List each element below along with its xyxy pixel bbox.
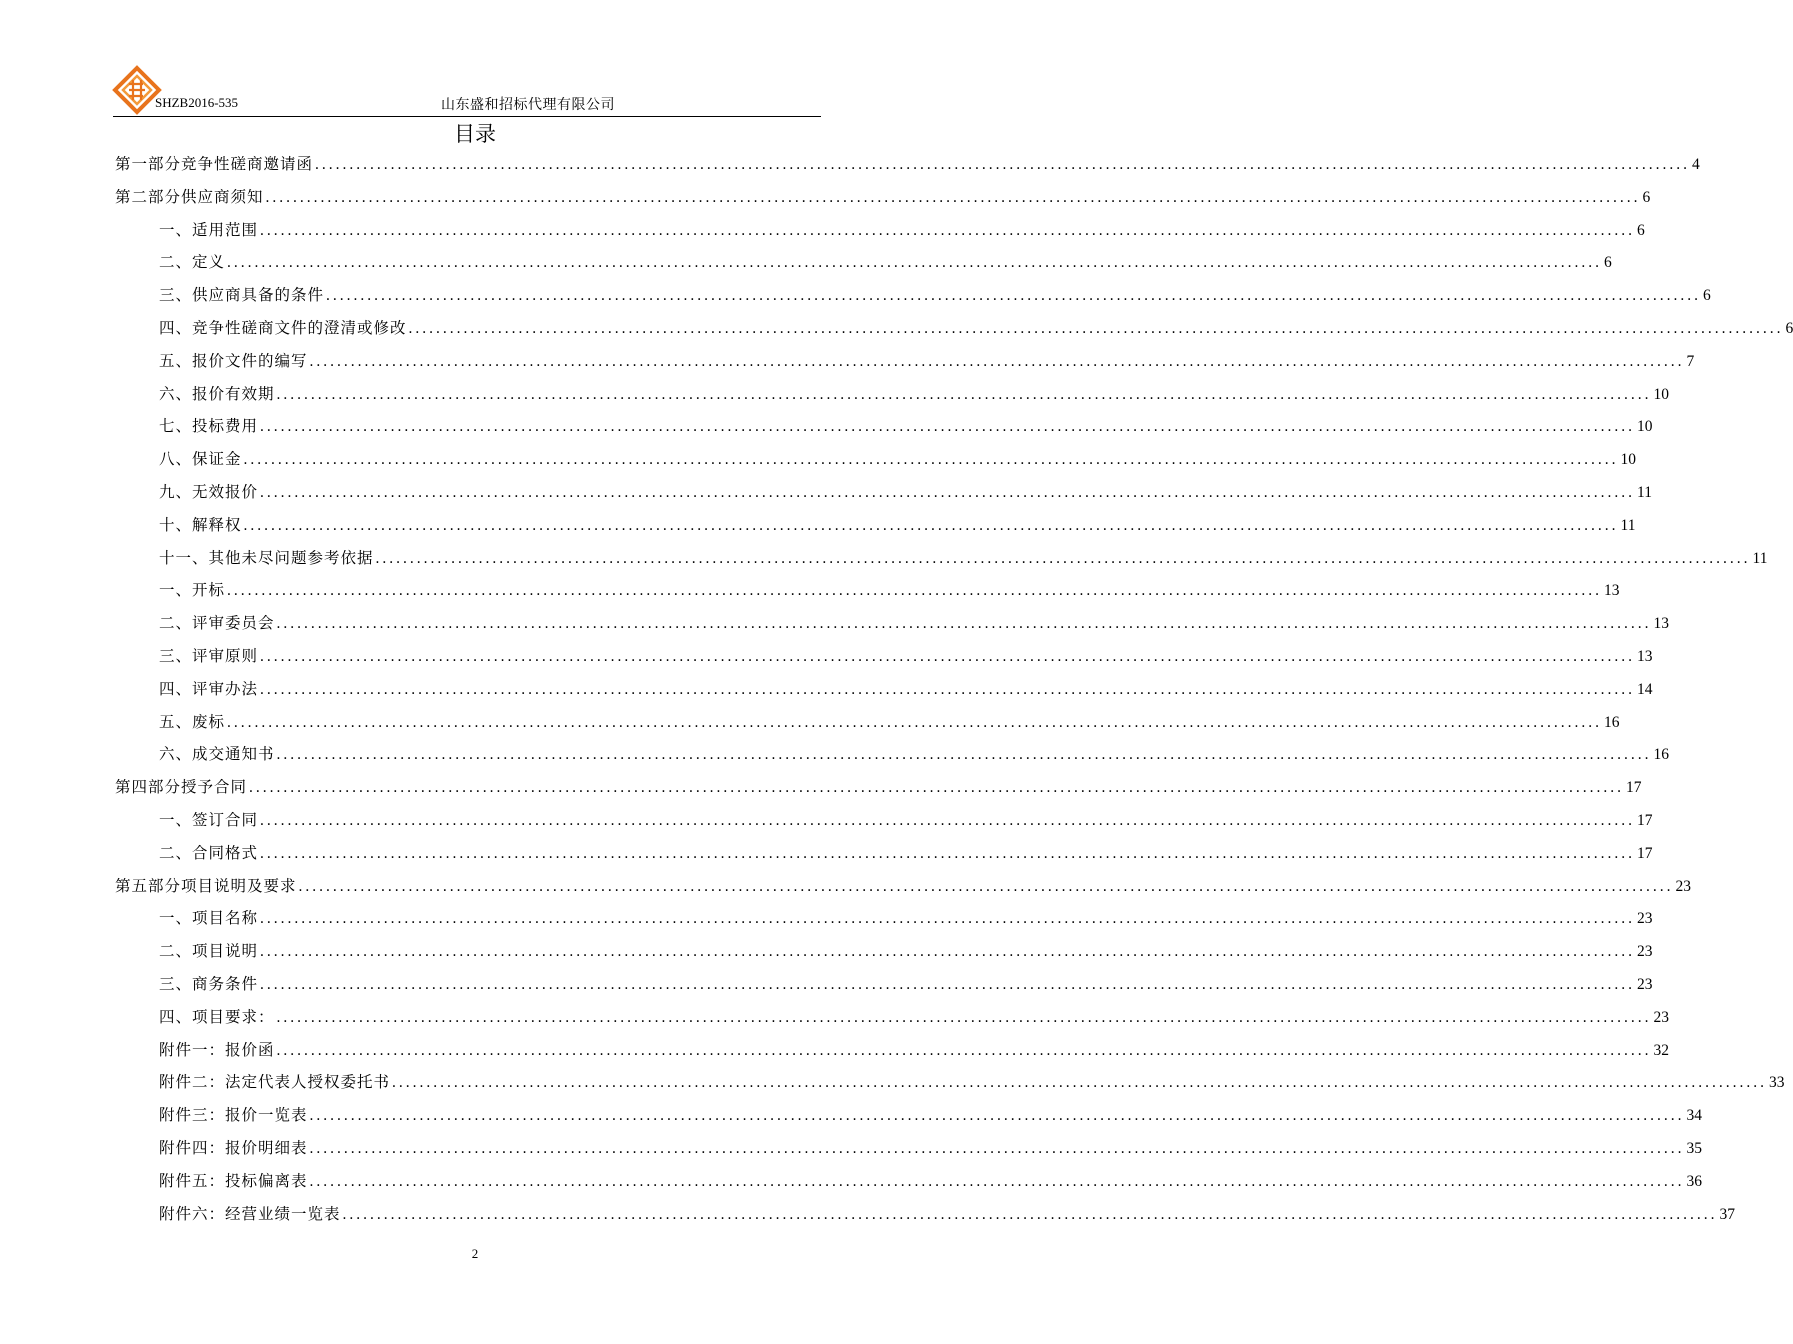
toc-entry-title: 第四部分授予合同 <box>115 778 248 797</box>
toc-title: 目录 <box>454 122 496 146</box>
toc-entry[interactable] <box>115 513 1636 546</box>
toc-leader-dots: ........................................................................................................................................................................................................ <box>260 844 1636 862</box>
toc-entry[interactable] <box>115 939 1653 972</box>
toc-leader-dots: ........................................................................................................................................................................................................ <box>309 1172 1685 1190</box>
toc-entry-page: 33 <box>1769 1074 1785 1092</box>
toc-entry-title: 附件三：报价一览表 <box>159 1106 308 1125</box>
toc-entry-page: 36 <box>1686 1172 1703 1190</box>
toc-entry[interactable] <box>115 382 1670 415</box>
toc-entry[interactable] <box>115 1005 1670 1038</box>
toc-entry[interactable] <box>115 349 1695 382</box>
toc-entry[interactable] <box>115 480 1652 513</box>
toc-entry[interactable] <box>115 611 1670 644</box>
toc-entry-title: 附件一：报价函 <box>159 1040 275 1059</box>
toc-entry-page: 16 <box>1604 713 1620 731</box>
toc-leader-dots: ........................................................................................................................................................................................................ <box>309 352 1685 370</box>
toc-entry-page: 37 <box>1719 1205 1736 1223</box>
toc-entry-page: 35 <box>1686 1139 1703 1157</box>
toc-entry-title: 十、解释权 <box>159 515 242 534</box>
page-number: 2 <box>471 1246 479 1261</box>
toc-entry-title: 二、项目说明 <box>159 942 259 961</box>
toc-entry[interactable] <box>115 775 1642 808</box>
toc-entry-page: 10 <box>1620 451 1637 469</box>
toc-leader-dots: ........................................................................................................................................................................................................ <box>276 746 1652 764</box>
toc-entry[interactable] <box>115 710 1620 743</box>
toc-entry-title: 第二部分供应商须知 <box>115 187 264 206</box>
toc-entry-page: 4 <box>1692 156 1700 173</box>
toc-entry-page: 11 <box>1752 549 1768 567</box>
toc-entry-page: 34 <box>1686 1107 1703 1125</box>
toc-entry-title: 十一、其他未尽问题参考依据 <box>159 548 374 567</box>
toc-entry[interactable] <box>115 742 1670 775</box>
toc-entry-page: 23 <box>1637 975 1653 993</box>
toc-entry-page: 13 <box>1604 582 1620 600</box>
header-divider <box>113 116 821 117</box>
toc-entry-page: 17 <box>1637 844 1653 862</box>
toc-entry[interactable] <box>115 250 1612 283</box>
toc-entry[interactable] <box>115 447 1637 480</box>
toc-leader-dots: ........................................................................................................................................................................................................ <box>342 1205 1718 1223</box>
toc-leader-dots: ........................................................................................................................................................................................................ <box>375 549 1751 567</box>
toc-leader-dots: ........................................................................................................................................................................................................ <box>227 254 1603 272</box>
toc-leader-dots: ........................................................................................................................................................................................................ <box>392 1074 1768 1092</box>
toc-leader-dots: ........................................................................................................................................................................................................ <box>326 287 1702 305</box>
toc-leader-dots: ........................................................................................................................................................................................................ <box>249 779 1625 797</box>
toc-leader-dots: ........................................................................................................................................................................................................ <box>227 713 1603 731</box>
toc-entry[interactable] <box>115 1103 1703 1136</box>
toc-leader-dots: ........................................................................................................................................................................................................ <box>260 811 1636 829</box>
toc-entry[interactable] <box>115 644 1653 677</box>
toc-entry-title: 四、项目要求： <box>159 1007 275 1026</box>
table-of-contents <box>115 152 1793 1234</box>
toc-entry[interactable] <box>115 808 1653 841</box>
toc-leader-dots: ........................................................................................................................................................................................................ <box>260 910 1636 928</box>
toc-entry-title: 二、评审委员会 <box>159 614 275 633</box>
toc-entry-title: 二、合同格式 <box>159 843 259 862</box>
toc-entry-page: 23 <box>1653 1008 1670 1026</box>
toc-entry[interactable] <box>115 677 1653 710</box>
toc-leader-dots: ........................................................................................................................................................................................................ <box>309 1107 1685 1125</box>
toc-leader-dots: ........................................................................................................................................................................................................ <box>276 1008 1652 1026</box>
toc-entry[interactable] <box>115 1169 1703 1202</box>
toc-entry[interactable] <box>115 283 1711 316</box>
toc-entry-page: 13 <box>1637 647 1653 665</box>
toc-entry-title: 六、报价有效期 <box>159 384 275 403</box>
toc-entry[interactable] <box>115 1070 1785 1103</box>
toc-leader-dots: ........................................................................................................................................................................................................ <box>276 615 1652 633</box>
toc-entry-title: 第一部分竞争性磋商邀请函 <box>115 155 314 173</box>
toc-entry-title: 附件二：法定代表人授权委托书 <box>159 1073 391 1092</box>
toc-leader-dots: ........................................................................................................................................................................................................ <box>276 385 1652 403</box>
toc-entry-page: 6 <box>1703 287 1711 305</box>
toc-entry-page: 6 <box>1642 188 1651 206</box>
toc-entry-page: 23 <box>1637 943 1653 961</box>
toc-entry-title: 三、供应商具备的条件 <box>159 286 325 305</box>
toc-entry-title: 七、投标费用 <box>159 417 259 436</box>
toc-entry[interactable] <box>115 972 1653 1005</box>
toc-entry-page: 17 <box>1637 811 1653 829</box>
toc-entry-title: 四、竞争性磋商文件的澄清或修改 <box>159 318 407 337</box>
toc-entry[interactable] <box>115 1136 1703 1169</box>
toc-entry-page: 7 <box>1686 352 1695 370</box>
toc-entry-title: 九、无效报价 <box>159 482 259 501</box>
toc-entry-title: 三、评审原则 <box>159 646 259 665</box>
toc-entry-title: 四、评审办法 <box>159 679 259 698</box>
toc-entry-title: 附件四：报价明细表 <box>159 1138 308 1157</box>
toc-leader-dots: ........................................................................................................................................................................................................ <box>227 582 1603 600</box>
toc-entry[interactable] <box>115 874 1692 907</box>
toc-entry-page: 14 <box>1637 680 1653 698</box>
toc-leader-dots: ........................................................................................................................................................................................................ <box>260 647 1636 665</box>
toc-leader-dots: ........................................................................................................................................................................................................ <box>260 943 1636 961</box>
toc-entry-title: 八、保证金 <box>159 450 242 469</box>
toc-leader-dots: ........................................................................................................................................................................................................ <box>265 188 1641 206</box>
toc-entry[interactable] <box>115 1038 1670 1071</box>
toc-leader-dots: ........................................................................................................................................................................................................ <box>260 221 1636 239</box>
toc-entry[interactable] <box>115 841 1653 874</box>
toc-leader-dots: ........................................................................................................................................................................................................ <box>260 418 1636 436</box>
toc-leader-dots: ........................................................................................................................................................................................................ <box>243 451 1619 469</box>
toc-entry[interactable] <box>115 218 1645 251</box>
toc-leader-dots: ........................................................................................................................................................................................................ <box>315 156 1691 173</box>
toc-entry-title: 三、商务条件 <box>159 974 259 993</box>
toc-entry[interactable] <box>115 1202 1736 1235</box>
toc-entry[interactable] <box>115 316 1793 349</box>
toc-entry-title: 五、废标 <box>159 712 226 731</box>
toc-entry-page: 23 <box>1675 877 1692 895</box>
toc-entry-title: 一、开标 <box>159 581 226 600</box>
toc-leader-dots: ........................................................................................................................................................................................................ <box>298 877 1674 895</box>
toc-entry-page: 32 <box>1653 1041 1670 1059</box>
toc-entry-title: 第五部分项目说明及要求 <box>115 876 297 895</box>
toc-entry-page: 16 <box>1653 746 1670 764</box>
toc-entry-page: 6 <box>1637 221 1645 239</box>
toc-entry-page: 10 <box>1653 385 1670 403</box>
company-logo-icon <box>113 66 161 114</box>
toc-entry[interactable] <box>115 578 1620 611</box>
toc-entry[interactable] <box>115 414 1653 447</box>
toc-leader-dots: ........................................................................................................................................................................................................ <box>260 483 1636 501</box>
toc-entry-title: 六、成交通知书 <box>159 745 275 764</box>
toc-entry-page: 6 <box>1785 319 1793 337</box>
document-code: SHZB2016-535 <box>155 95 239 110</box>
toc-entry-title: 附件六：经营业绩一览表 <box>159 1204 341 1223</box>
toc-entry-title: 一、适用范围 <box>159 220 259 239</box>
toc-leader-dots: ........................................................................................................................................................................................................ <box>309 1139 1685 1157</box>
toc-entry-title: 一、项目名称 <box>159 909 259 928</box>
company-name: 山东盛和招标代理有限公司 <box>441 97 615 113</box>
toc-entry-title: 五、报价文件的编写 <box>159 351 308 370</box>
toc-entry-page: 23 <box>1637 910 1653 928</box>
toc-entry-page: 17 <box>1626 779 1642 797</box>
toc-leader-dots: ........................................................................................................................................................................................................ <box>243 516 1619 534</box>
toc-entry-title: 一、签订合同 <box>159 810 259 829</box>
toc-entry-title: 二、定义 <box>159 253 226 272</box>
toc-entry[interactable] <box>115 185 1651 218</box>
toc-entry-page: 11 <box>1637 483 1652 501</box>
toc-leader-dots: ........................................................................................................................................................................................................ <box>260 975 1636 993</box>
toc-entry-page: 11 <box>1620 516 1636 534</box>
toc-entry-page: 13 <box>1653 615 1670 633</box>
toc-entry-page: 10 <box>1637 418 1653 436</box>
toc-entry[interactable] <box>115 152 1700 185</box>
toc-entry[interactable] <box>115 906 1653 939</box>
toc-leader-dots: ........................................................................................................................................................................................................ <box>408 319 1784 337</box>
toc-leader-dots: ........................................................................................................................................................................................................ <box>260 680 1636 698</box>
toc-entry-title: 附件五：投标偏离表 <box>159 1171 308 1190</box>
toc-leader-dots: ........................................................................................................................................................................................................ <box>276 1041 1652 1059</box>
toc-entry[interactable] <box>115 546 1768 579</box>
toc-entry-page: 6 <box>1604 254 1612 272</box>
